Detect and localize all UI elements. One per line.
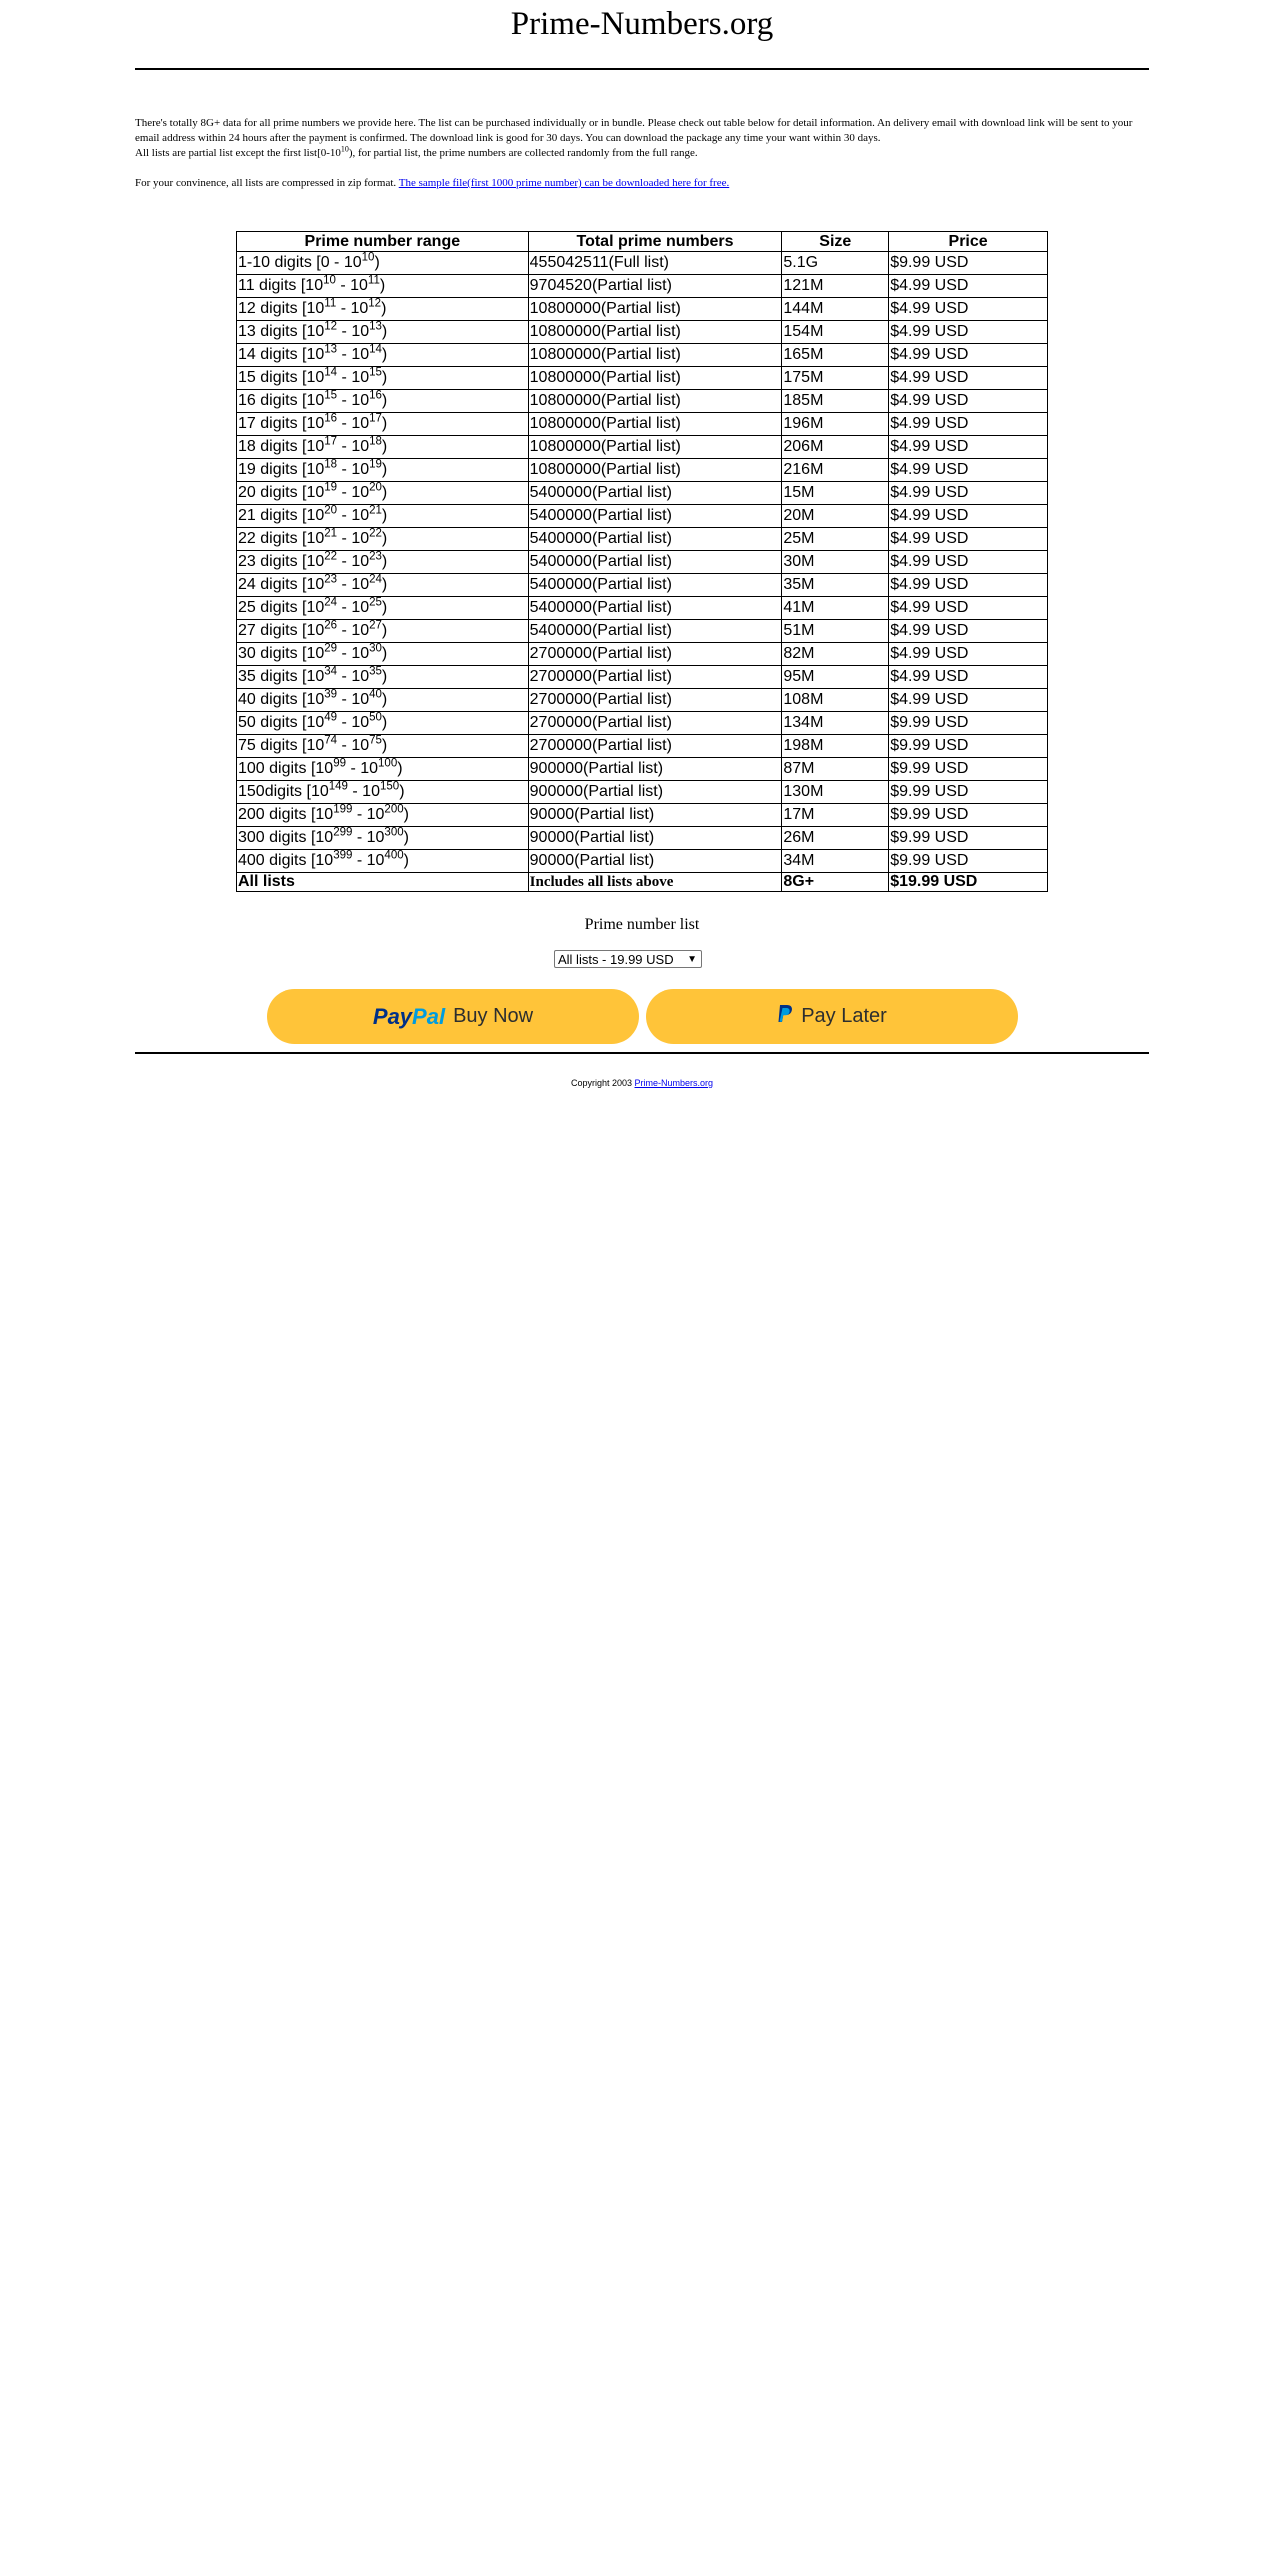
range-cell: 12 digits $[10^{11} - 10^{12})$ bbox=[237, 298, 529, 321]
price-cell: $4.99 USD bbox=[889, 643, 1048, 666]
size-cell: 17M bbox=[782, 804, 889, 827]
table-row bbox=[237, 850, 1048, 873]
range-cell: 15 digits $[10^{14} - 10^{15})$ bbox=[237, 367, 529, 390]
header-range: Prime number range bbox=[237, 232, 529, 252]
range-cell: 30 digits $[10^{29} - 10^{30})$ bbox=[237, 643, 529, 666]
table-row bbox=[237, 482, 1048, 505]
total-cell: 2700000(Partial list) bbox=[528, 643, 782, 666]
price-cell: $4.99 USD bbox=[889, 367, 1048, 390]
intro-paragraph: There's totally 8G+ data for all prime numbers we provide here. The list can be purchased individually or in bundle. Please check out table below for detail information. An delivery email with download link will be sent to your email address within 24 hours after the payment is confirmed. The download link is good for 30 days. You can download the package any time your want within 30 days. bbox=[135, 117, 1133, 144]
table-row bbox=[237, 252, 1048, 275]
size-cell: 196M bbox=[782, 413, 889, 436]
price-cell: $4.99 USD bbox=[889, 413, 1048, 436]
pay-later-label: Pay Later bbox=[801, 1005, 887, 1027]
total-cell: 5400000(Partial list) bbox=[528, 620, 782, 643]
total-cell: 900000(Partial list) bbox=[528, 758, 782, 781]
total-cell: 2700000(Partial list) bbox=[528, 666, 782, 689]
price-cell: $4.99 USD bbox=[889, 574, 1048, 597]
all-lists-row bbox=[237, 873, 1048, 892]
total-cell: 10800000(Partial list) bbox=[528, 413, 782, 436]
size-cell: 82M bbox=[782, 643, 889, 666]
table-row bbox=[237, 827, 1048, 850]
total-cell: 90000(Partial list) bbox=[528, 804, 782, 827]
table-row bbox=[237, 321, 1048, 344]
price-cell: $4.99 USD bbox=[889, 459, 1048, 482]
price-cell: $9.99 USD bbox=[889, 781, 1048, 804]
total-cell: 2700000(Partial list) bbox=[528, 712, 782, 735]
table-row bbox=[237, 735, 1048, 758]
table-row bbox=[237, 666, 1048, 689]
range-cell: 25 digits $[10^{24} - 10^{25})$ bbox=[237, 597, 529, 620]
table-row bbox=[237, 781, 1048, 804]
total-cell: 5400000(Partial list) bbox=[528, 505, 782, 528]
total-cell: 9704520(Partial list) bbox=[528, 275, 782, 298]
range-cell: 100 digits $[10^{99} - 10^{100})$ bbox=[237, 758, 529, 781]
price-cell: $4.99 USD bbox=[889, 505, 1048, 528]
size-cell: 95M bbox=[782, 666, 889, 689]
prime-list-select[interactable] bbox=[554, 950, 702, 968]
size-cell: 20M bbox=[782, 505, 889, 528]
price-cell: $4.99 USD bbox=[889, 275, 1048, 298]
table-row bbox=[237, 459, 1048, 482]
table-row bbox=[237, 413, 1048, 436]
chevron-down-icon: ▼ bbox=[687, 954, 697, 965]
paypal-logo-icon: PayPal bbox=[372, 1003, 446, 1029]
all-lists-price: $19.99 USD bbox=[889, 873, 1048, 892]
total-cell: 455042511(Full list) bbox=[528, 252, 782, 275]
total-cell: 10800000(Partial list) bbox=[528, 298, 782, 321]
range-cell: 1-10 digits $[0 - 10^{10})$ bbox=[237, 252, 529, 275]
price-cell: $4.99 USD bbox=[889, 390, 1048, 413]
paypal-buy-now-button[interactable] bbox=[267, 989, 639, 1044]
total-cell: 10800000(Partial list) bbox=[528, 344, 782, 367]
table-row bbox=[237, 275, 1048, 298]
paypal-p-icon bbox=[777, 1004, 793, 1030]
total-cell: 5400000(Partial list) bbox=[528, 551, 782, 574]
price-cell: $4.99 USD bbox=[889, 482, 1048, 505]
range-cell: 14 digits $[10^{13} - 10^{14})$ bbox=[237, 344, 529, 367]
range-cell: 19 digits $[10^{18} - 10^{19})$ bbox=[237, 459, 529, 482]
table-row bbox=[237, 574, 1048, 597]
partial-list-note: All lists are partial list except the first $list[0-10^{10})$, for partial list, the prime numbers are collected randomly from the full range. bbox=[135, 144, 698, 159]
price-cell: $9.99 USD bbox=[889, 252, 1048, 275]
table-row bbox=[237, 298, 1048, 321]
size-cell: 206M bbox=[782, 436, 889, 459]
table-row bbox=[237, 436, 1048, 459]
table-row bbox=[237, 758, 1048, 781]
price-cell: $9.99 USD bbox=[889, 827, 1048, 850]
price-cell: $9.99 USD bbox=[889, 712, 1048, 735]
total-cell: 10800000(Partial list) bbox=[528, 436, 782, 459]
table-row bbox=[237, 551, 1048, 574]
price-cell: $4.99 USD bbox=[889, 620, 1048, 643]
table-row bbox=[237, 367, 1048, 390]
size-cell: 30M bbox=[782, 551, 889, 574]
total-cell: 5400000(Partial list) bbox=[528, 574, 782, 597]
price-cell: $9.99 USD bbox=[889, 804, 1048, 827]
total-cell: 5400000(Partial list) bbox=[528, 528, 782, 551]
total-cell: 2700000(Partial list) bbox=[528, 689, 782, 712]
total-cell: 900000(Partial list) bbox=[528, 781, 782, 804]
total-cell: 10800000(Partial list) bbox=[528, 367, 782, 390]
paypal-pay-later-button[interactable] bbox=[646, 989, 1018, 1044]
size-cell: 121M bbox=[782, 275, 889, 298]
price-cell: $9.99 USD bbox=[889, 735, 1048, 758]
size-cell: 130M bbox=[782, 781, 889, 804]
range-cell: 20 digits $[10^{19} - 10^{20})$ bbox=[237, 482, 529, 505]
size-cell: 144M bbox=[782, 298, 889, 321]
price-cell: $9.99 USD bbox=[889, 758, 1048, 781]
price-cell: $4.99 USD bbox=[889, 298, 1048, 321]
size-cell: 154M bbox=[782, 321, 889, 344]
total-cell: 90000(Partial list) bbox=[528, 827, 782, 850]
price-cell: $4.99 USD bbox=[889, 344, 1048, 367]
header-size: Size bbox=[782, 232, 889, 252]
size-cell: 5.1G bbox=[782, 252, 889, 275]
price-cell: $4.99 USD bbox=[889, 321, 1048, 344]
table-row bbox=[237, 528, 1048, 551]
total-cell: 10800000(Partial list) bbox=[528, 321, 782, 344]
range-cell: 400 digits $[10^{399} - 10^{400})$ bbox=[237, 850, 529, 873]
sample-file-link[interactable]: The sample file(first 1000 prime number) can be downloaded here for free. bbox=[398, 177, 730, 189]
size-cell: 108M bbox=[782, 689, 889, 712]
table-row bbox=[237, 620, 1048, 643]
price-cell: $4.99 USD bbox=[889, 528, 1048, 551]
all-lists-label: All lists bbox=[237, 873, 529, 892]
total-cell: 10800000(Partial list) bbox=[528, 390, 782, 413]
copyright-footer: Copyright 2003 Prime-Numbers.org bbox=[570, 1078, 714, 1088]
table-row bbox=[237, 390, 1048, 413]
range-cell: 40 digits $[10^{39} - 10^{40})$ bbox=[237, 689, 529, 712]
range-cell: 35 digits $[10^{34} - 10^{35})$ bbox=[237, 666, 529, 689]
page-title: Prime-Numbers.org bbox=[510, 6, 774, 42]
size-cell: 87M bbox=[782, 758, 889, 781]
header-total: Total prime numbers bbox=[528, 232, 782, 252]
range-cell: 200 digits $[10^{199} - 10^{200})$ bbox=[237, 804, 529, 827]
range-cell: 27 digits $[10^{26} - 10^{27})$ bbox=[237, 620, 529, 643]
total-cell: 5400000(Partial list) bbox=[528, 597, 782, 620]
table-row bbox=[237, 712, 1048, 735]
size-cell: 165M bbox=[782, 344, 889, 367]
price-cell: $4.99 USD bbox=[889, 597, 1048, 620]
price-cell: $4.99 USD bbox=[889, 551, 1048, 574]
footer-home-link[interactable]: Prime-Numbers.org bbox=[634, 1078, 714, 1088]
size-cell: 216M bbox=[782, 459, 889, 482]
size-cell: 26M bbox=[782, 827, 889, 850]
buy-now-label: Buy Now bbox=[453, 1005, 534, 1027]
range-cell: 21 digits $[10^{20} - 10^{21})$ bbox=[237, 505, 529, 528]
range-cell: 16 digits $[10^{15} - 10^{16})$ bbox=[237, 390, 529, 413]
price-cell: $4.99 USD bbox=[889, 666, 1048, 689]
price-cell: $4.99 USD bbox=[889, 689, 1048, 712]
size-cell: 15M bbox=[782, 482, 889, 505]
table-row bbox=[237, 597, 1048, 620]
table-header-row bbox=[237, 232, 1048, 252]
header-price: Price bbox=[889, 232, 1048, 252]
range-cell: 300 digits $[10^{299} - 10^{300})$ bbox=[237, 827, 529, 850]
size-cell: 41M bbox=[782, 597, 889, 620]
range-cell: 150digits $[10^{149} - 10^{150})$ bbox=[237, 781, 529, 804]
table-row bbox=[237, 643, 1048, 666]
range-cell: 11 digits $[10^{10} - 10^{11})$ bbox=[237, 275, 529, 298]
range-cell: 23 digits $[10^{22} - 10^{23})$ bbox=[237, 551, 529, 574]
size-cell: 198M bbox=[782, 735, 889, 758]
size-cell: 34M bbox=[782, 850, 889, 873]
range-cell: 17 digits $[10^{16} - 10^{17})$ bbox=[237, 413, 529, 436]
selected-option: All lists - 19.99 USD bbox=[558, 952, 674, 967]
table-row bbox=[237, 804, 1048, 827]
zip-note: For your convinence, all lists are compressed in zip format. The sample file(first 1000 prime number) can be downloaded here for free. bbox=[135, 177, 730, 189]
range-cell: 50 digits $[10^{49} - 10^{50})$ bbox=[237, 712, 529, 735]
size-cell: 134M bbox=[782, 712, 889, 735]
prime-list-label: Prime number list bbox=[584, 916, 700, 933]
size-cell: 35M bbox=[782, 574, 889, 597]
all-lists-total: Includes all lists above bbox=[528, 873, 782, 892]
table-row bbox=[237, 344, 1048, 367]
total-cell: 90000(Partial list) bbox=[528, 850, 782, 873]
intro-text bbox=[135, 116, 1149, 191]
size-cell: 25M bbox=[782, 528, 889, 551]
range-cell: 18 digits $[10^{17} - 10^{18})$ bbox=[237, 436, 529, 459]
range-cell: 75 digits $[10^{74} - 10^{75})$ bbox=[237, 735, 529, 758]
bottom-divider bbox=[135, 1052, 1149, 1054]
size-cell: 51M bbox=[782, 620, 889, 643]
price-cell: $9.99 USD bbox=[889, 850, 1048, 873]
total-cell: 2700000(Partial list) bbox=[528, 735, 782, 758]
all-lists-size: 8G+ bbox=[782, 873, 889, 892]
table-row bbox=[237, 505, 1048, 528]
total-cell: 5400000(Partial list) bbox=[528, 482, 782, 505]
top-divider bbox=[135, 68, 1149, 70]
range-cell: 22 digits $[10^{21} - 10^{22})$ bbox=[237, 528, 529, 551]
range-cell: 13 digits $[10^{12} - 10^{13})$ bbox=[237, 321, 529, 344]
range-cell: 24 digits $[10^{23} - 10^{24})$ bbox=[237, 574, 529, 597]
size-cell: 175M bbox=[782, 367, 889, 390]
price-cell: $4.99 USD bbox=[889, 436, 1048, 459]
size-cell: 185M bbox=[782, 390, 889, 413]
table-row bbox=[237, 689, 1048, 712]
price-table bbox=[236, 231, 1048, 892]
total-cell: 10800000(Partial list) bbox=[528, 459, 782, 482]
